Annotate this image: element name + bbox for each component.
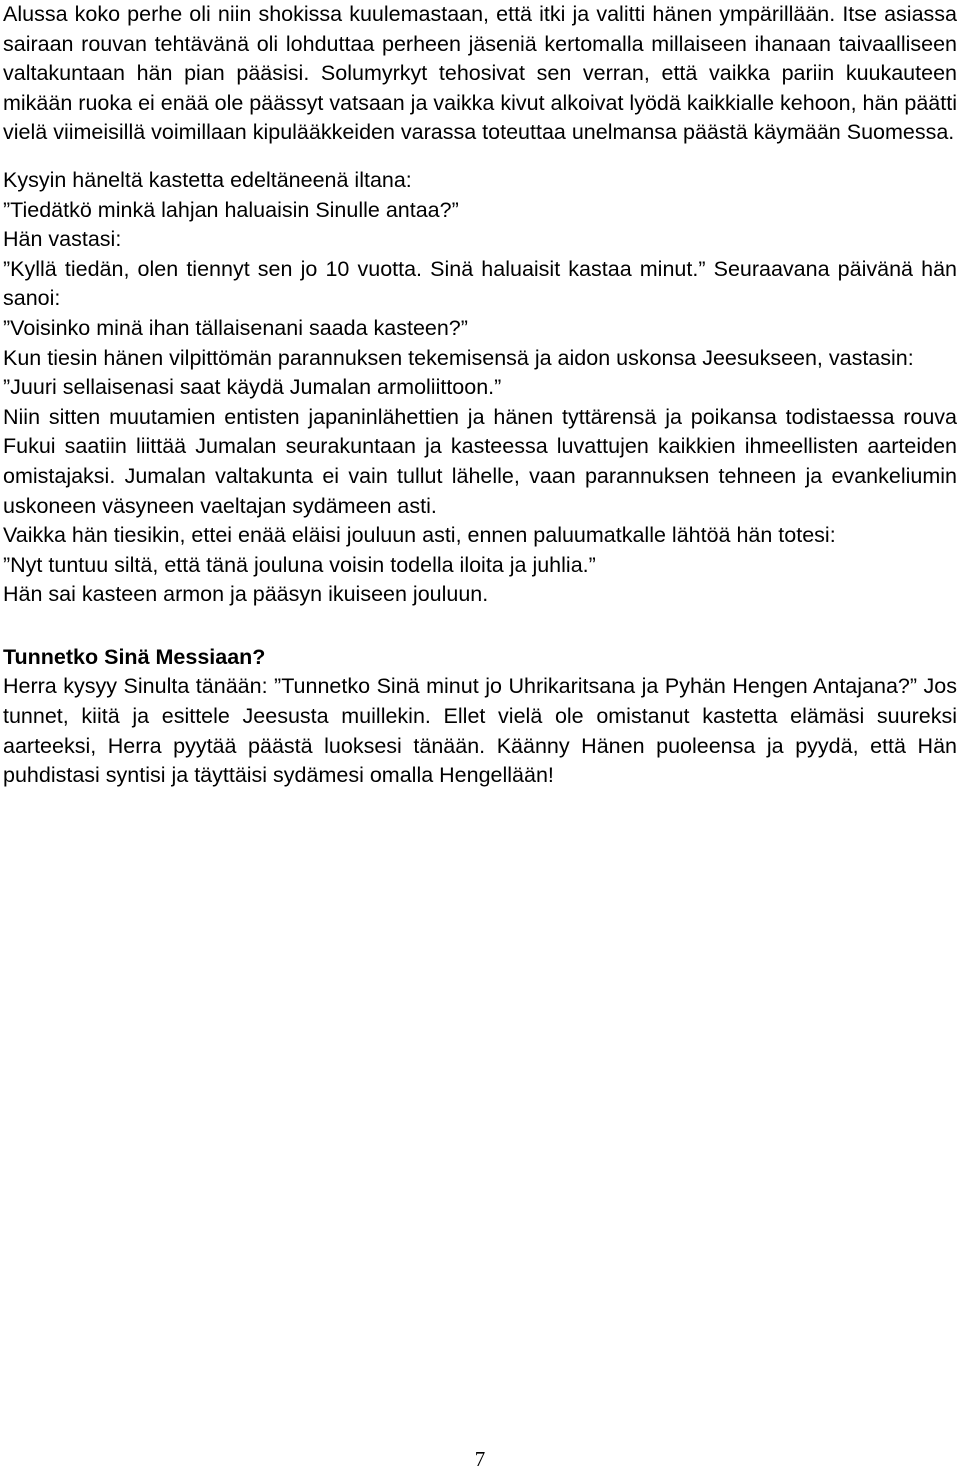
body-line: Vaikka hän tiesikin, ettei enää eläisi jouluun asti, ennen paluumatkalle lähtöä hän totesi: [3,523,836,548]
page-number: 7 [474,1447,486,1471]
dialog-line: Seuraavana päivänä hän sanoi: [3,256,957,311]
document-page [3,0,957,791]
intro-paragraph: Alussa koko perhe oli niin shokissa kuulemastaan, että itki ja valitti hänen ympärillään. Itse asiassa sairaan rouvan tehtävänä oli lohduttaa perheen jäseniä kertomalla millaiseen ihanaan taivaalliseen valtakuntaan hän pian pääsisi. Solumyrkyt tehosivat sen verran, että vaikka pariin kuukauteen mikään ruoka ei enää ole päässyt vatsaan ja vaikka kivut alkoivat lyödä kaikkialle kehoon, hän päätti vielä viimeisillä voimillaan kipulääkkeiden varassa toteuttaa unelmansa päästä käymään Suomessa. [3,2,957,145]
dialog-quote: ”Tiedätkö minkä lahjan haluaisin Sinulle antaa?” [3,197,459,222]
dialog-quote-paragraph [3,255,957,314]
dialog-quote: ”Voisinko minä ihan tällaisenani saada kasteen?” [3,315,468,340]
body-paragraph: Niin sitten muutamien entisten japaninlähettien ja hänen tyttärensä ja poikansa todistaessa rouva Fukui saatiin liittää Jumalan seurakuntaan ja kasteessa luvattujen kaikkien ihmeellisten aarteiden omistajaksi. Jumalan valtakunta ei vain tullut lähelle, vaan parannuksen tehneen ja evankeliumin uskoneen väsyneen vaeltajan sydämeen asti. [3,404,957,518]
dialog-section [3,166,957,403]
body-quote: ”Nyt tuntuu siltä, että tänä jouluna voisin todella iloita ja juhlia.” [3,552,596,577]
spacer [3,148,957,166]
section-heading: Tunnetko Sinä Messiaan? [3,644,266,669]
dialog-line: Kun tiesin hänen vilpittömän parannuksen tekemisensä ja aidon uskonsa Jeesukseen, vastasin: [3,345,914,370]
dialog-quote: ”Kyllä tiedän, olen tiennyt sen jo 10 vuotta. Sinä haluaisit kastaa minut.” [3,256,706,281]
dialog-line: Hän vastasi: [3,227,122,252]
dialog-line: Kysyin häneltä kastetta edeltäneenä iltana: [3,167,412,192]
dialog-quote: ”Juuri sellaisenasi saat käydä Jumalan armoliittoon.” [3,375,502,400]
spacer [3,610,957,643]
closing-paragraph: Herra kysyy Sinulta tänään: ”Tunnetko Sinä minut jo Uhrikaritsana ja Pyhän Hengen Antajana?” Jos tunnet, kiitä ja esittele Jeesusta muillekin. Ellet vielä ole omistanut kastetta elämäsi suureksi aarteeksi, Herra pyytää päästä luoksesi tänään. Käänny Hänen puoleensa ja pyydä, että Hän puhdistasi syntisi ja täyttäisi sydämesi omalla Hengellään! [3,674,957,788]
body-line: Hän sai kasteen armon ja pääsyn ikuiseen jouluun. [3,582,489,607]
